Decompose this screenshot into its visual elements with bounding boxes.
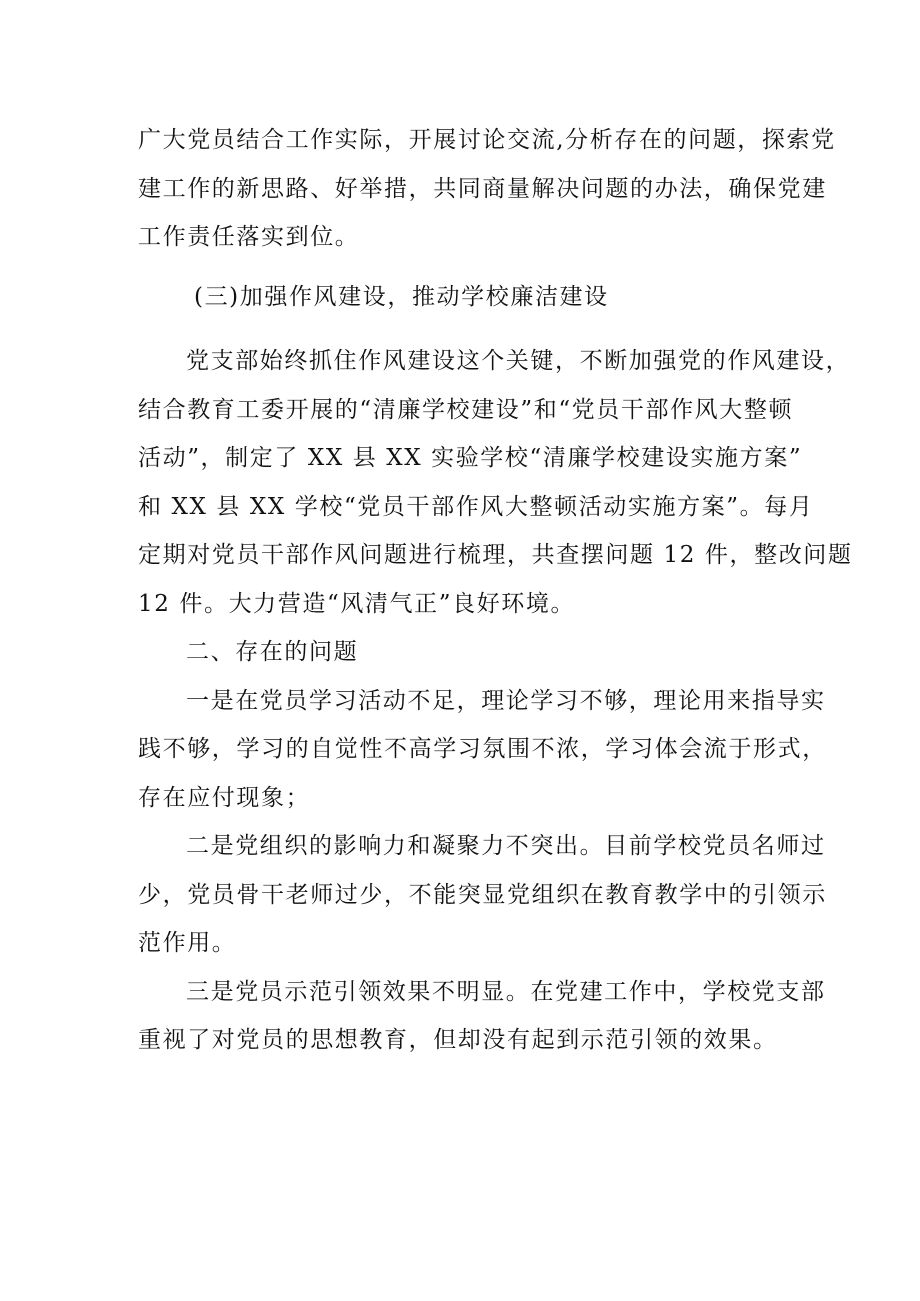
paragraph-line: 三是党员示范引领效果不明显。在党建工作中，学校党支部 (186, 979, 826, 1005)
paragraph-line: 结合教育工委开展的“清廉学校建设”和“党员干部作风大整顿 (138, 397, 794, 423)
paragraph-line: 重视了对党员的思想教育，但却没有起到示范引领的效果。 (138, 1027, 778, 1053)
paragraph-line: 活动”，制定了 XX 县 XX 实验学校“清廉学校建设实施方案” (138, 445, 803, 471)
paragraph-line: 范作用。 (138, 930, 237, 956)
paragraph-line: 工作责任落实到位。 (138, 224, 360, 250)
paragraph-line: 少，党员骨干老师过少，不能突显党组织在教育教学中的引领示 (138, 882, 827, 908)
paragraph-line: 存在应付现象； (138, 785, 311, 811)
paragraph-line: 二是党组织的影响力和凝聚力不突出。目前学校党员名师过 (186, 833, 826, 859)
paragraph-line: 和 XX 县 XX 学校“党员干部作风大整顿活动实施方案”。每月 (138, 494, 814, 520)
section-title: 二、存在的问题 (186, 639, 359, 665)
paragraph-line: 党支部始终抓住作风建设这个关键，不断加强党的作风建设， (186, 348, 851, 374)
paragraph-line: 定期对党员干部作风问题进行梳理，共查摆问题 12 件，整改问题 (138, 542, 853, 568)
paragraph-line: 广大党员结合工作实际，开展讨论交流,分析存在的问题，探索党 (138, 127, 836, 153)
section-heading: (三)加强作风建设，推动学校廉洁建设 (194, 284, 609, 310)
paragraph-line: 建工作的新思路、好举措，共同商量解决问题的办法，确保党建 (138, 176, 827, 202)
paragraph-line: 一是在党员学习活动不足，理论学习不够，理论用来指导实 (186, 688, 826, 714)
paragraph-line: 践不够，学习的自觉性不高学习氛围不浓，学习体会流于形式， (138, 736, 827, 762)
paragraph-line: 12 件。大力营造“风清气正”良好环境。 (138, 591, 576, 617)
